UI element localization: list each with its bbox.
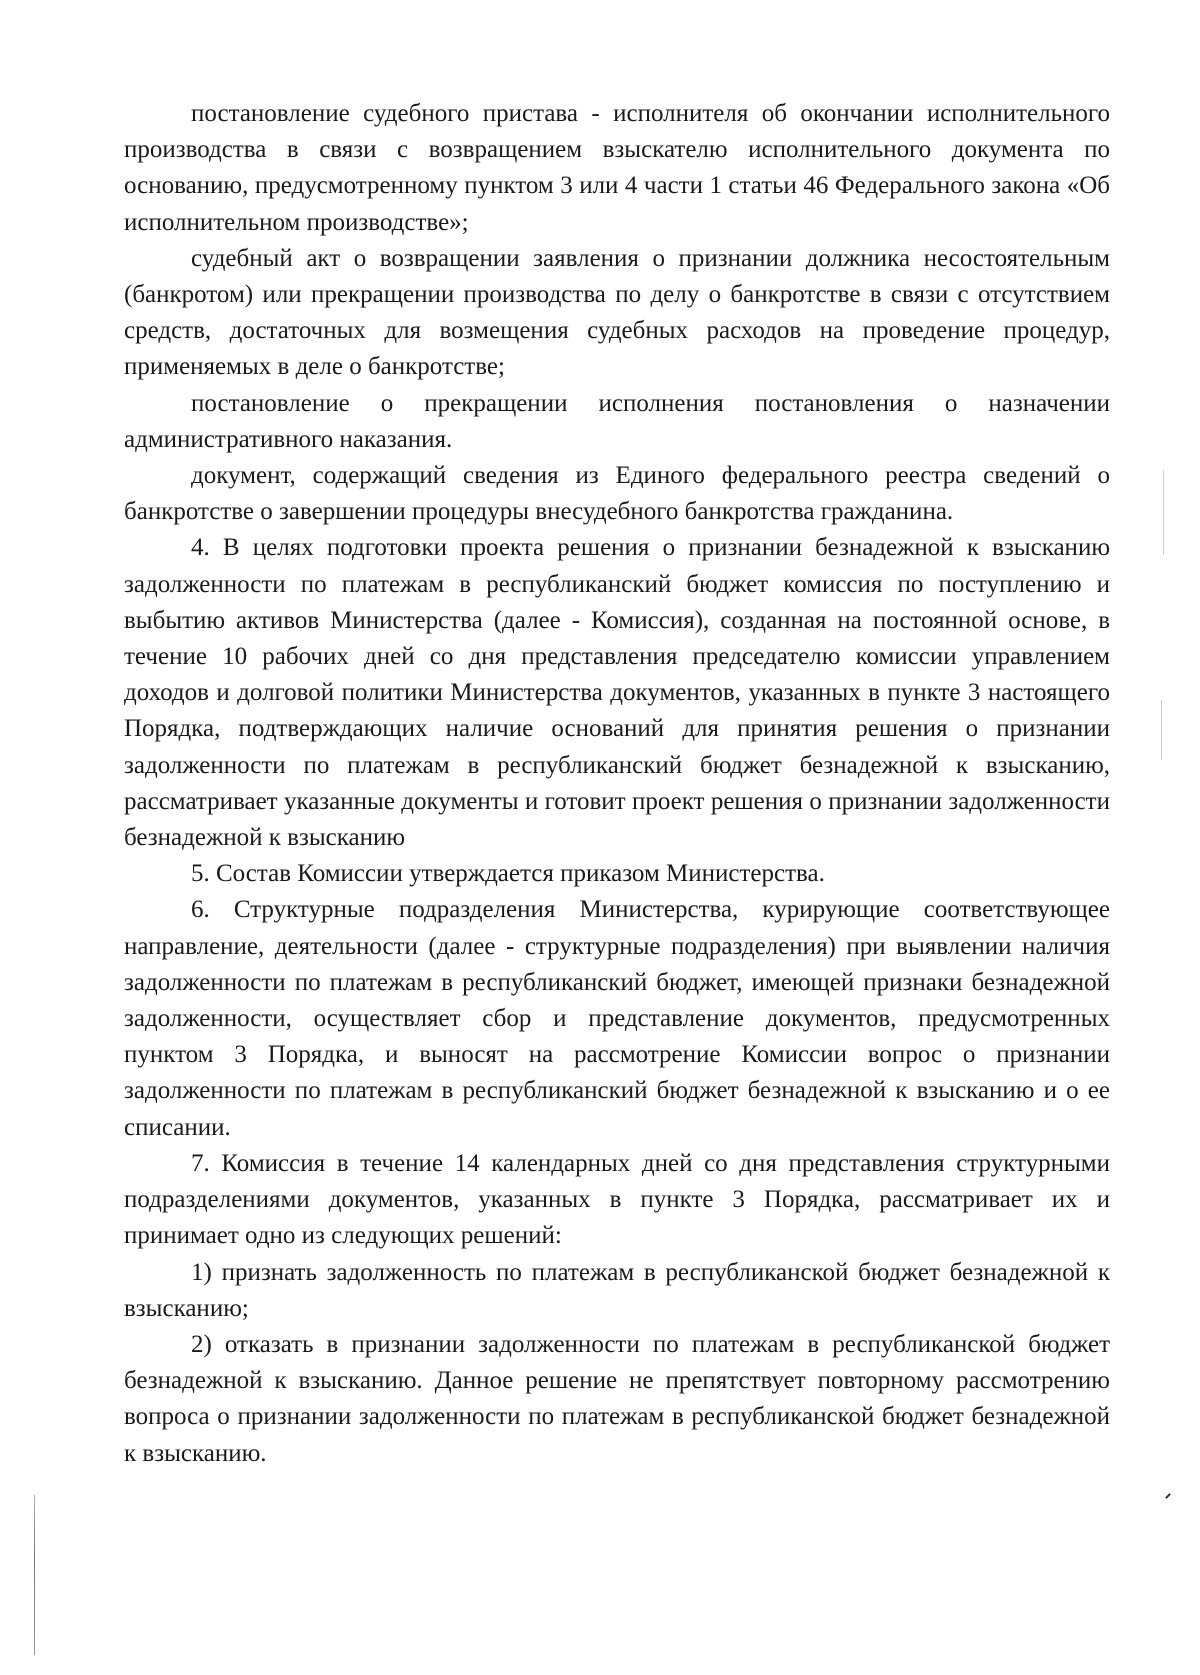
paragraph-bailiff-resolution: постановление судебного пристава - исполнителя об окончании исполнительного производства в связи с возвращением взыскателю исполнительного документа по основанию, предусмотренному пунктом 3 или 4 части 1 статьи 46 Федерального закона «Об исполнительном производстве»;: [124, 100, 1110, 236]
paragraph-item-5: 5. Состав Комиссии утверждается приказом Министерства.: [191, 860, 825, 888]
paragraph-item-4: 4. В целях подготовки проекта решения о признании безнадежной к взысканию задолженности по платежам в республиканский бюджет комиссия по поступлению и выбытию активов Министерства (далее - Комиссия), созданная на постоянной основе, в течение 10 рабочих дней со дня представления председателю комиссии управлением доходов и долговой политики Министерства документов, указанных в пункте 3 настоящего Порядка, подтверждающих наличие оснований для принятия решения о признании задолженности по платежам в республиканский бюджет безнадежной к взысканию, рассматривает указанные документы и готовит проект решения о признании задолженности безнадежной к взысканию: [124, 534, 1110, 852]
paragraph-termination-resolution: постановление о прекращении исполнения постановления о назначении административного наказания.: [124, 389, 1110, 453]
paragraph-decision-1: 1) признать задолженность по платежам в республиканской бюджет безнадежной к взысканию;: [124, 1258, 1110, 1322]
scan-margin-line: [34, 1495, 35, 1655]
scan-tick-mark: [1165, 1493, 1171, 1499]
document-body: [124, 96, 1110, 1472]
paragraph-item-6: 6. Структурные подразделения Министерства, курирующие соответствующее направление, деятельности (далее - структурные подразделения) при выявлении наличия задолженности по платежам в республиканский бюджет, имеющей признаки безнадежной задолженности, осуществляет сбор и представление документов, предусмотренных пунктом 3 Порядка, и выносят на рассмотрение Комиссии вопрос о признании задолженности по платежам в республиканский бюджет безнадежной к взысканию и о ее списании.: [124, 896, 1110, 1141]
paragraph-item-7: 7. Комиссия в течение 14 календарных дней со дня представления структурными подразделениями документов, указанных в пункте 3 Порядка, рассматривает их и принимает одно из следующих решений:: [124, 1149, 1110, 1250]
paragraph-decision-2: 2) отказать в признании задолженности по платежам в республиканской бюджет безнадежной к взысканию. Данное решение не препятствует повторному рассмотрению вопроса о признании задолженности по платежам в республиканской бюджет безнадежной к взысканию.: [124, 1330, 1110, 1467]
scan-edge-mark: [1163, 470, 1164, 555]
scan-edge-mark: [1161, 700, 1162, 760]
paragraph-bankruptcy-registry: документ, содержащий сведения из Единого федерального реестра сведений о банкротстве о завершении процедуры внесудебного банкротства гражданина.: [124, 462, 1110, 526]
paragraph-court-act: судебный акт о возвращении заявления о признании должника несостоятельным (банкротом) или прекращении производства по делу о банкротстве в связи с отсутствием средств, достаточных для возмещения судебных расходов на проведение процедур, применяемых в деле о банкротстве;: [124, 244, 1110, 381]
